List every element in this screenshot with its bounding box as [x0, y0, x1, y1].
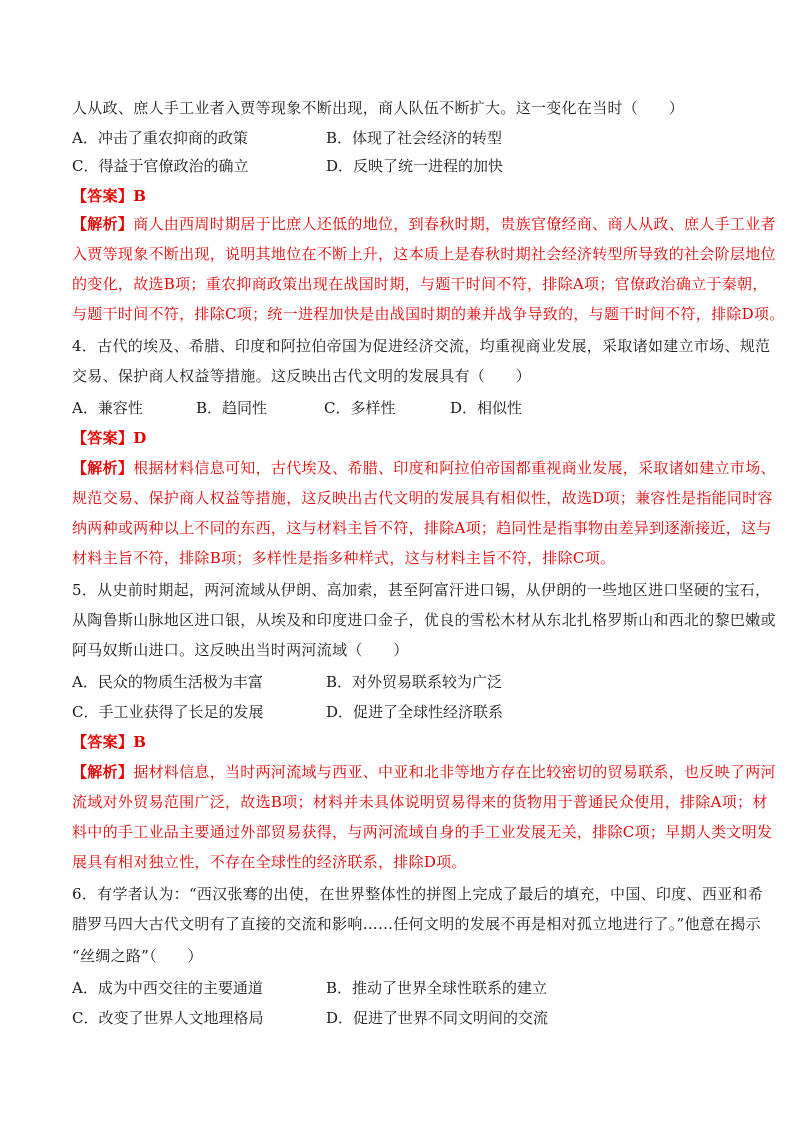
- analysis-text: 据材料信息，当时两河流域与西亚、中亚和北非等地方存在比较密切的贸易联系，也反映了两河: [133, 763, 776, 781]
- q6-option-c: C．改变了世界人文地理格局: [72, 1009, 264, 1027]
- q3-analysis-line: 的变化，故选B项；重农抑商政策出现在战国时期，与题干时间不符，排除A项；官僚政治确立于秦朝，: [72, 275, 768, 293]
- q5-answer: [72, 732, 146, 752]
- q3-option-b: B．体现了社会经济的转型: [326, 129, 503, 147]
- q5-stem-line: 从陶鲁斯山脉地区进口银，从埃及和印度进口金子，优良的雪松木材从东北扎格罗斯山和西北的黎巴嫩或: [72, 611, 776, 629]
- q5-stem-line: 5．从史前时期起，两河流域从伊朗、高加索，甚至阿富汗进口锡，从伊朗的一些地区进口坚硬的宝石，: [72, 581, 771, 599]
- q4-option-c: C．多样性: [324, 399, 396, 417]
- q3-answer: [72, 186, 146, 206]
- q4-stem-line: 4．古代的埃及、希腊、印度和阿拉伯帝国为促进经济交流，均重视商业发展，采取诸如建立市场、规范: [72, 337, 771, 355]
- q5-option-c: C．手工业获得了长足的发展: [72, 703, 264, 721]
- q6-option-a: A．成为中西交往的主要通道: [72, 979, 263, 997]
- q4-option-d: D．相似性: [450, 399, 523, 417]
- q6-stem-line: 6．有学者认为：“西汉张骞的出使，在世界整体性的拼图上完成了最后的填充，中国、印度、西亚和希: [72, 885, 764, 903]
- q3-analysis-line: 入贾等现象不断出现，说明其地位在不断上升，这本质上是春秋时期社会经济转型所导致的社会阶层地位: [72, 245, 776, 263]
- q3-option-a: A．冲击了重农抑商的政策: [72, 129, 248, 147]
- q3-stem-line: 人从政、庶人手工业者入贾等现象不断出现，商人队伍不断扩大。这一变化在当时（ ）: [72, 99, 685, 117]
- analysis-tag: 【解析】: [72, 215, 134, 233]
- q5-analysis-line: [72, 762, 776, 782]
- q4-stem-line: 交易、保护商人权益等措施。这反映出古代文明的发展具有（ ）: [72, 367, 532, 385]
- q6-option-b: B．推动了世界全球性联系的建立: [326, 979, 548, 997]
- analysis-text: 根据材料信息可知，古代埃及、希腊、印度和阿拉伯帝国都重视商业发展，采取诸如建立市场、: [133, 459, 776, 477]
- q6-stem-line: 腊罗马四大古代文明有了直接的交流和影响……任何文明的发展不再是相对孤立地进行了。”他意在揭示: [72, 915, 761, 933]
- q5-analysis-line: 料中的手工业品主要通过外部贸易获得，与两河流域自身的手工业发展无关，排除C项；早期人类文明发: [72, 823, 773, 841]
- analysis-text: 商人由西周时期居于比庶人还低的地位，到春秋时期，贵族官僚经商、商人从政、庶人手工业者: [133, 215, 776, 233]
- q3-analysis-line: [72, 214, 776, 234]
- q3-analysis-line: 与题干时间不符，排除C项；统一进程加快是由战国时期的兼并战争导致的，与题干时间不符，排除D项。: [72, 305, 785, 323]
- answer-tag: 【答案】: [72, 733, 134, 751]
- analysis-tag: 【解析】: [72, 763, 134, 781]
- q4-analysis-line: 规范交易、保护商人权益等措施，这反映出古代文明的发展具有相似性，故选D项；兼容性是指能同时容: [72, 489, 773, 507]
- q4-analysis-line: 纳两种或两种以上不同的东西，这与材料主旨不符，排除A项；趋同性是指事物由差异到逐渐接近，这与: [72, 519, 772, 537]
- answer-value: B: [133, 733, 147, 751]
- q6-option-d: D．促进了世界不同文明间的交流: [326, 1009, 549, 1027]
- answer-value: D: [133, 429, 147, 447]
- q4-option-a: A．兼容性: [72, 399, 143, 417]
- q3-option-c: C．得益于官僚政治的确立: [72, 157, 249, 175]
- q5-option-d: D．促进了全球性经济联系: [326, 703, 504, 721]
- answer-tag: 【答案】: [72, 187, 134, 205]
- q6-stem-line: “丝绸之路”（ ）: [72, 947, 203, 965]
- q4-option-b: B．趋同性: [196, 399, 268, 417]
- q3-option-d: D．反映了统一进程的加快: [326, 157, 504, 175]
- q5-option-b: B．对外贸易联系较为广泛: [326, 673, 503, 691]
- answer-value: B: [133, 187, 147, 205]
- q4-answer: [72, 428, 147, 448]
- analysis-tag: 【解析】: [72, 459, 134, 477]
- answer-tag: 【答案】: [72, 429, 134, 447]
- q5-analysis-line: 展具有相对独立性，不存在全球性的经济联系，排除D项。: [72, 853, 467, 871]
- q5-option-a: A．民众的物质生活极为丰富: [72, 673, 263, 691]
- q4-analysis-line: 材料主旨不符，排除B项；多样性是指多种样式，这与材料主旨不符，排除C项。: [72, 549, 616, 567]
- q4-analysis-line: [72, 458, 776, 478]
- q5-analysis-line: 流域对外贸易范围广泛，故选B项；材料并未具体说明贸易得来的货物用于普通民众使用，排除A项；材: [72, 793, 768, 811]
- q5-stem-line: 阿马奴斯山进口。这反映出当时两河流域（ ）: [72, 641, 409, 659]
